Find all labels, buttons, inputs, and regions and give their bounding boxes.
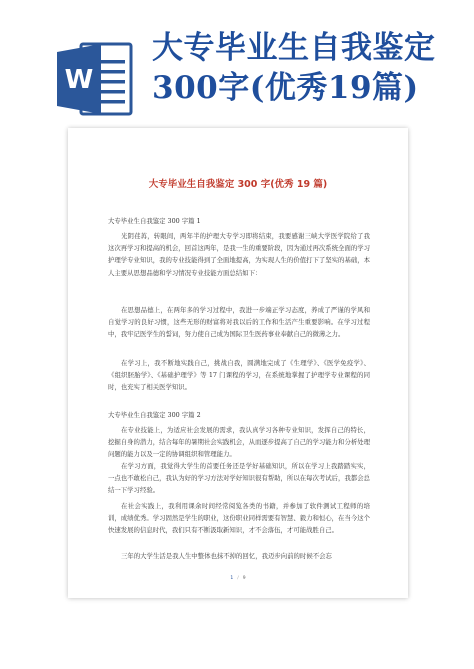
paragraph: 在学习上，我不断地实践自己，挑战自我，圆满地完成了《生理学》、《医学免疫学》、《组织胚胎学》、《基础护理学》等 17 门课程的学习，在系统地掌握了护理学专业课程的同时，也充实了相关医学知识。	[108, 359, 370, 392]
banner-title: 大专毕业生自我鉴定300字(优秀19篇)	[152, 30, 436, 106]
section-heading-1: 大专毕业生自我鉴定 300 字篇 1	[108, 217, 201, 225]
paragraph: 光阴荏苒，转眼间，两年半的护理大专学习即将结束，我要感谢三峡大学医学院给了我这次再学习和提高的机会，回首这两年，是我一生的重要阶段，因为通过再次系统全面的学习护理学专业知识，我的专业技能得到了全面地提高，为实现人生的价值打下了坚实的基础，本人主要从思想品德和学习情况专业技能方面总结如下：	[108, 232, 371, 277]
paragraph: 在专业技能上，为适应社会发展的需求，我认真学习各种专业知识，发挥自己的特长，挖掘自身的潜力，结合每年的暑期社会实践机会，从而逐步提高了自己的学习能力和分析处理问题的能力以及一定的协调组织和管理能力。	[108, 426, 371, 459]
paragraph: 在学习方面，我觉得大学生的首要任务还是学好基础知识，所以在学习上我踏踏实实，一点也不敢松自己，我认为好的学习方法对学好知识很有帮助，所以在每次考试后，我都会总结一下学习经验。	[108, 462, 371, 495]
paragraph: 在社会实践上，我利用课余时间经常阅览各类的书籍，并参加了软件测试工程师的培训，成绩优秀。学习固然是学生的职业，这份职业同样需要有智慧、毅力和恒心，在当今这个快速发展的信息时代，我们只有不断汲取新知识，才不会落伍，才可能战胜自己。	[108, 502, 371, 535]
banner	[0, 0, 474, 135]
paragraph: 在思想品德上，在两年多的学习过程中，我进一步端正学习态度，养成了严谨的学风和自觉学习的良好习惯，这些无形的财富将对我以后的工作和生活产生重要影响。在学习过程中，我牢记医学生的誓词，努力使自己成为国际卫生医药事业奉献自己的微薄之力。	[108, 306, 370, 339]
paragraph: 三年的大学生活是我人生中整体也抹不掉的回忆，我迈步向前的时候不会忘	[121, 552, 332, 560]
word-document-icon	[55, 40, 135, 118]
page-separator: /	[237, 575, 239, 581]
section-heading-2: 大专毕业生自我鉴定 300 字篇 2	[108, 411, 201, 419]
total-pages: 9	[242, 575, 246, 581]
document-title: 大专毕业生自我鉴定 300 字(优秀 19 篇)	[148, 179, 328, 190]
page-indicator	[198, 573, 278, 583]
document-page	[68, 128, 408, 598]
word-logo-letter: W	[64, 65, 94, 95]
current-page: 1	[230, 575, 234, 581]
